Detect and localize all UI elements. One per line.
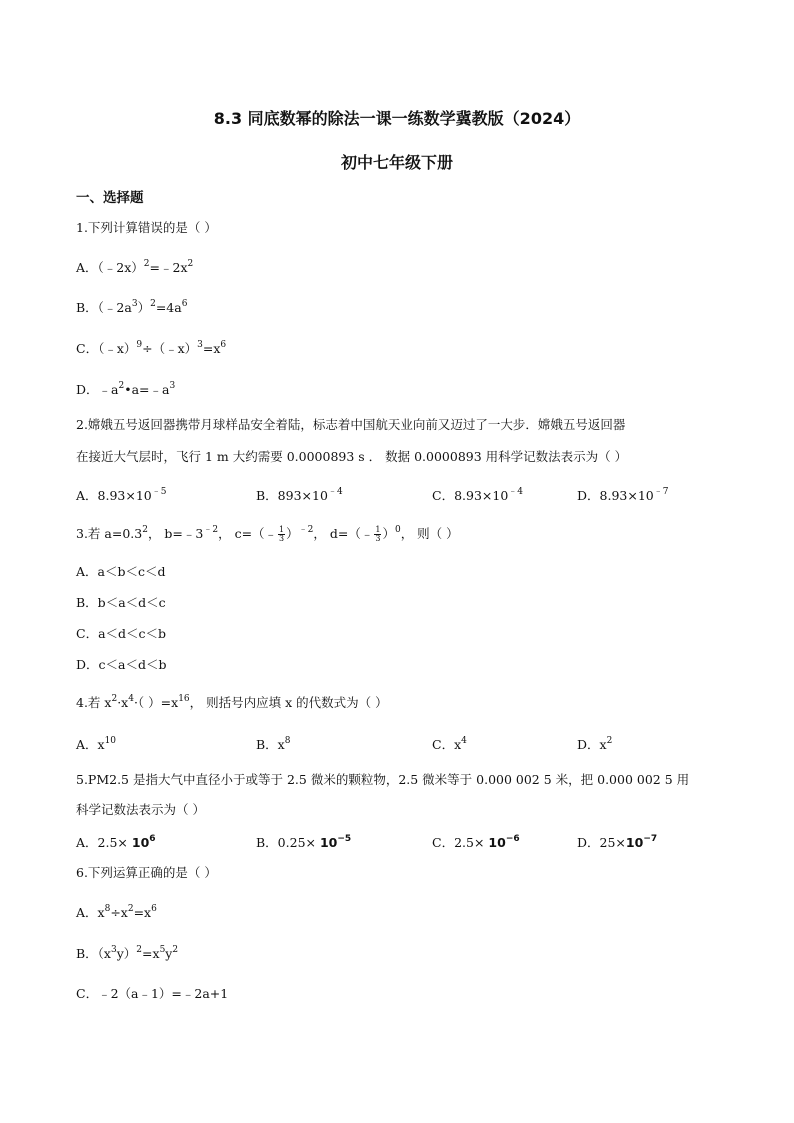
question-2-option-d: D．$8.93\times 10^{﹣7}$	[577, 487, 669, 503]
question-6-stem: 6.下列运算正确的是（ ）	[76, 865, 217, 880]
question-1-option-b: B．$(﹣2a^3)^2=4a^6$	[76, 299, 188, 315]
question-2-option-c: C．$8.93\times 10^{﹣4}$	[432, 487, 524, 503]
question-5-stem-line-1: 5.PM2.5 是指大气中直径小于或等于 2.5 微米的颗粒物，2.5 微米等于 0.000 002 5 米，把 0.000 002 5 用	[76, 772, 690, 787]
question-4-option-b: B．$x^8$	[256, 736, 291, 752]
question-3-option-c: C．a＜d＜c＜b	[76, 626, 167, 641]
question-5-option-c: C．$2.5\times 10^{-6}$	[432, 834, 520, 850]
question-3-option-b: B．b＜a＜d＜c	[76, 595, 166, 610]
question-3-option-d: D．c＜a＜d＜b	[76, 657, 167, 672]
document-title: 8.3 同底数幂的除法一课一练数学冀教版（2024）	[213, 109, 581, 128]
question-1-option-a: A．$(﹣2x)^2=﹣2x^2$	[76, 259, 194, 275]
question-4-option-a: A．$x^{10}$	[76, 736, 117, 752]
question-5-option-a: A．$2.5\times 10^6$	[76, 834, 156, 850]
question-6-option-c: C．﹣2（a﹣1）=﹣2a+1	[76, 986, 229, 1001]
question-6-option-a: A．$x^8\div x^2=x^6$	[76, 904, 157, 920]
question-1-stem: 1.下列计算错误的是（ ）	[76, 220, 217, 235]
question-1-option-c: C．$(﹣x)^9\div(﹣x)^3=x^6$	[76, 340, 227, 356]
fraction-one-third: $\frac{1}{3}$	[279, 525, 285, 543]
question-1-option-d: D．$﹣a^2•a=﹣a^3$	[76, 381, 176, 397]
question-3-stem: 3.若 $a=0.3^2$， $b=﹣3^{﹣2}$， c=（﹣ $\frac{1}{3}$ ）$^{﹣2}$， d=（﹣ $\frac{1}{3}$ ）$^0$， 则（ ）	[76, 525, 459, 543]
question-5-option-b: B．$0.25\times 10^{-5}$	[256, 834, 352, 850]
question-4-option-d: D．$x^2$	[577, 736, 613, 752]
question-5-option-d: D．$25\times 10^{-7}$	[577, 834, 658, 850]
question-3-option-a: A．a＜b＜c＜d	[76, 564, 166, 579]
question-2-option-a: A．$8.93\times 10^{﹣5}$	[76, 487, 167, 503]
section-heading: 一、选择题	[76, 190, 144, 206]
question-6-option-b: B．$(x^3y)^2=x^5y^2$	[76, 945, 179, 961]
question-2-stem-line-1: 2.嫦娥五号返回器携带月球样品安全着陆，标志着中国航天业向前又迈过了一大步．嫦娥五号返回器	[76, 417, 626, 432]
question-4-option-c: C．$x^4$	[432, 736, 467, 752]
question-5-stem-line-2: 科学记数法表示为（ ）	[76, 802, 205, 817]
question-2-option-b: B．$893\times 10^{﹣4}$	[256, 487, 343, 503]
question-4-stem: 4.若 $x^2\cdot x^4\cdot$（ ）$=x^{16}$， 则括号内应填 x 的代数式为（ ）	[76, 694, 388, 710]
fraction-one-third: $\frac{1}{3}$	[375, 525, 381, 543]
document-subtitle: 初中七年级下册	[340, 153, 453, 172]
question-2-stem-line-2: 在接近大气层时，飞行 1 m 大约需要 0.0000893 s ． 数据 0.0000893 用科学记数法表示为（ ）	[76, 449, 628, 464]
